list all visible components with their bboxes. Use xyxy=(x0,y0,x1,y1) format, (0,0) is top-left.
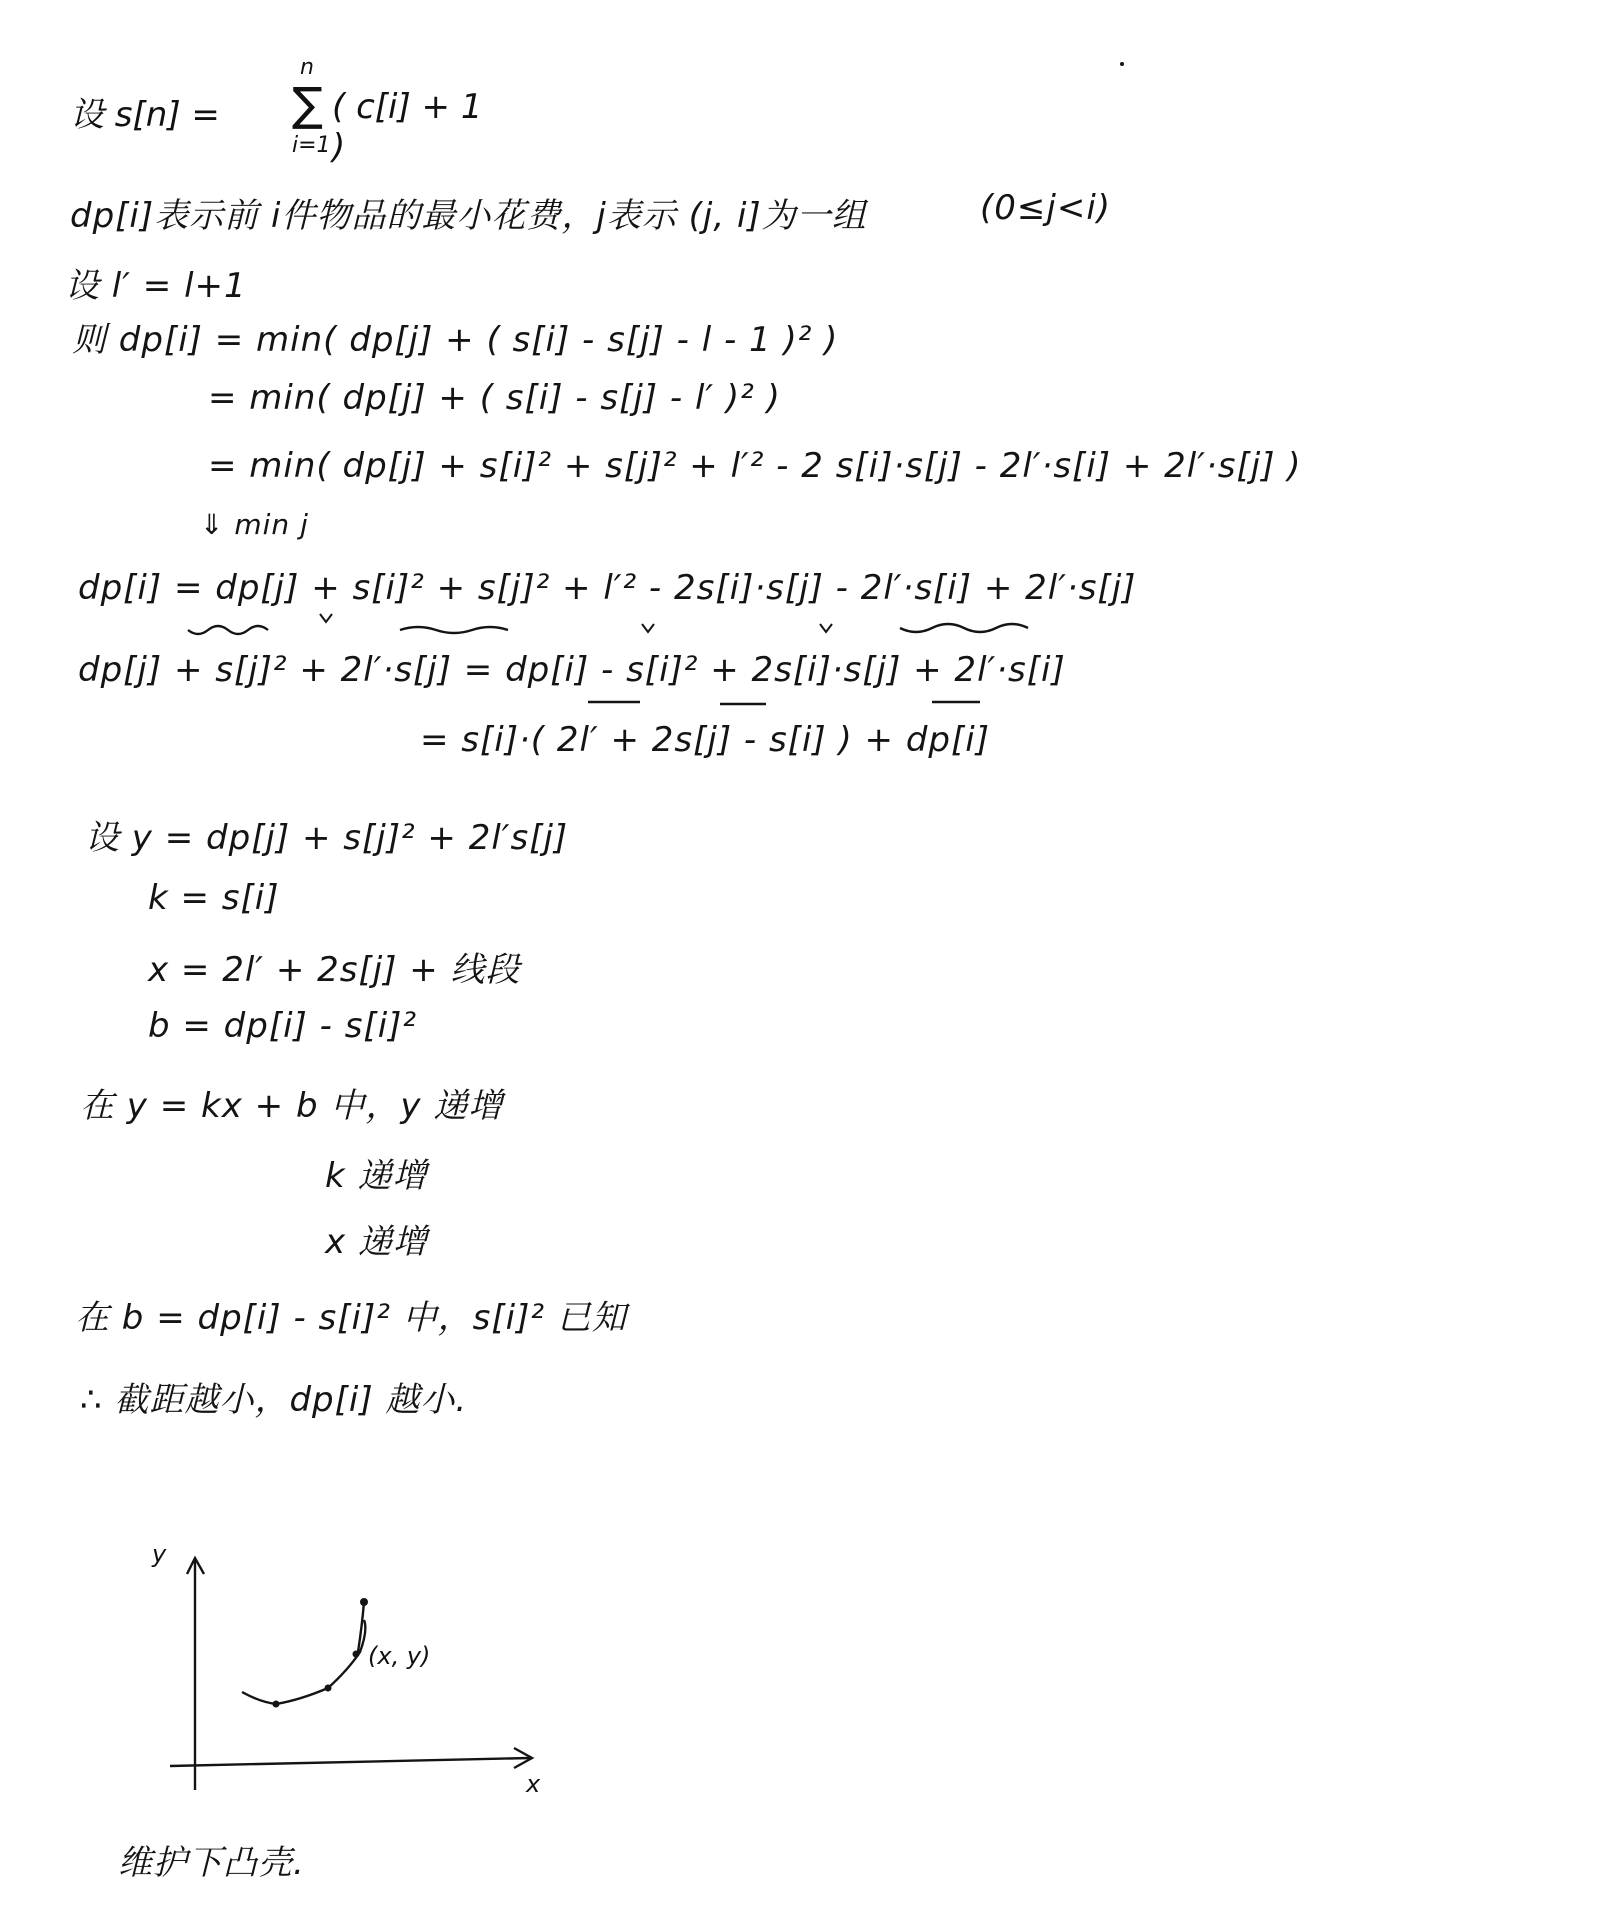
hull-point-4 xyxy=(360,1598,368,1606)
monotonic-y: 在 y = kx + b 中，y 递增 xyxy=(80,1086,504,1126)
equation-4: dp[i] = dp[j] + s[i]² + s[j]² + l′² - 2s[i]·s[j] - 2l′·s[i] + 2l′·s[j] xyxy=(78,568,1137,608)
stray-dot xyxy=(1118,60,1126,68)
hull-point-2 xyxy=(325,1685,332,1692)
monotonic-k: k 递增 xyxy=(325,1156,428,1196)
equation-3: = min( dp[j] + s[i]² + s[j]² + l′² - 2 s[i]·s[j] - 2l′·s[i] + 2l′·s[j] ) xyxy=(208,446,1302,486)
wavy-underline-s-j-sq xyxy=(400,627,508,633)
substitution-y: 设 y = dp[j] + s[j]² + 2l′s[j] xyxy=(85,818,569,858)
point-label: (x, y) xyxy=(368,1642,431,1670)
hull-point-3 xyxy=(353,1651,360,1658)
min-j-arrow: ⇓ min j xyxy=(200,508,309,541)
x-axis-label: x xyxy=(526,1770,541,1798)
equation-1: 则 dp[i] = min( dp[j] + ( s[i] - s[j] - l - 1 )² ) xyxy=(72,320,839,360)
convex-hull-sketch xyxy=(150,1540,570,1800)
monotonic-x: x 递增 xyxy=(325,1222,428,1262)
sum-symbol: ∑ xyxy=(292,77,323,131)
check-mark-s-i-sq xyxy=(320,614,332,622)
dot xyxy=(1120,62,1124,66)
substitution-b: b = dp[i] - s[i]² xyxy=(148,1006,418,1046)
graph-svg xyxy=(150,1540,570,1800)
equation-2: = min( dp[j] + ( s[i] - s[j] - l′ )² ) xyxy=(208,378,781,418)
y-axis-label: y xyxy=(152,1540,167,1568)
dp-definition: dp[i]表示前 i件物品的最小花费，j表示 (j, i]为一组 xyxy=(70,196,867,236)
substitution-x: x = 2l′ + 2s[j] + 线段 xyxy=(148,950,521,990)
wavy-underline-dp-j xyxy=(188,626,268,634)
sum-upper-limit: n xyxy=(300,55,314,80)
equation-5: dp[j] + s[j]² + 2l′·s[j] = dp[i] - s[i]² + 2s[i]·s[j] + 2l′·s[i] xyxy=(78,650,1066,690)
check-mark-2s-i-s-j xyxy=(642,624,654,632)
equation-6: = s[i]·( 2l′ + 2s[j] - s[i] ) + dp[i] xyxy=(420,720,990,760)
substitution-k: k = s[i] xyxy=(148,878,280,918)
hull-curve xyxy=(242,1620,365,1704)
check-mark-2l-s-i xyxy=(820,624,832,632)
l-prime-definition: 设 l′ = l+1 xyxy=(65,266,247,306)
conclusion: ∴ 截距越小，dp[i] 越小. xyxy=(80,1380,468,1420)
sum-lower-limit: i=1 xyxy=(292,133,331,158)
x-axis xyxy=(170,1758,530,1766)
sum-definition xyxy=(70,55,490,167)
hull-point-1 xyxy=(273,1701,280,1708)
j-range: (0≤j<i) xyxy=(980,188,1112,228)
equation-5-annotations xyxy=(580,694,1000,714)
known-s-i-sq: 在 b = dp[i] - s[i]² 中，s[i]² 已知 xyxy=(75,1298,627,1338)
wavy-underline-2l-s-j xyxy=(900,624,1028,632)
maintain-hull-note: 维护下凸壳. xyxy=(118,1843,305,1883)
sum-body: ( c[i] + 1 ) xyxy=(332,87,483,167)
def-s-label: 设 s[n] = xyxy=(70,95,220,135)
